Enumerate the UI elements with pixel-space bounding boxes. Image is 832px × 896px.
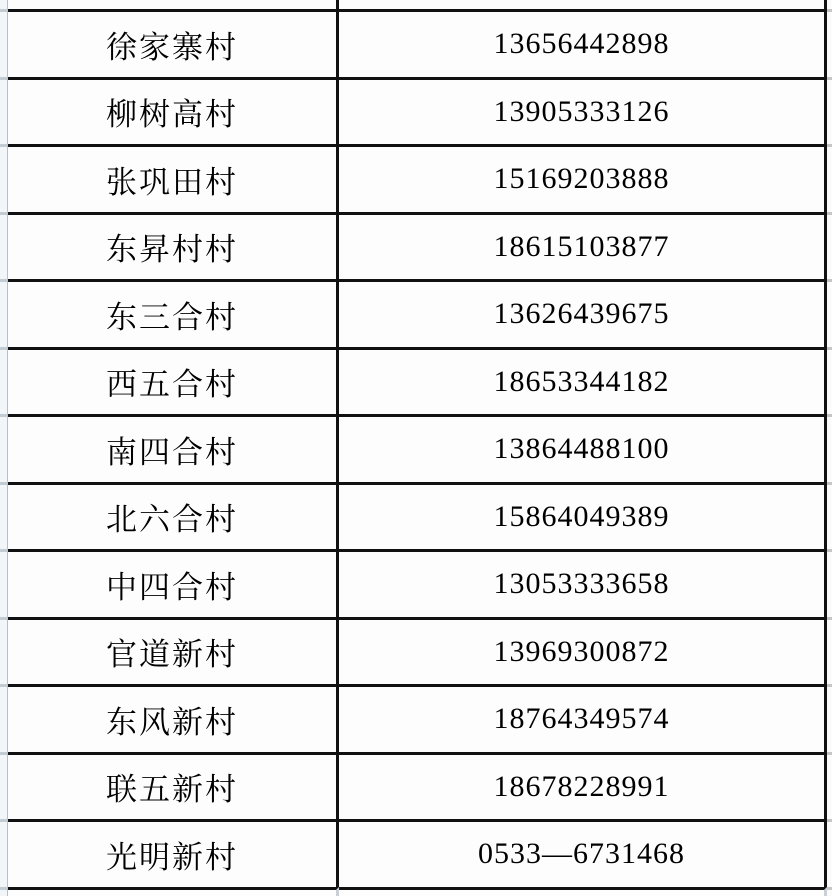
page-edge-right [827,9,832,77]
page-edge-right [827,77,832,145]
phone-number-cell [339,887,827,896]
phone-number-cell: 18764349574 [339,684,827,752]
page-edge-left [0,9,8,77]
page-edge-left [0,144,8,212]
village-name-cell: 徐家寨村 [8,9,339,77]
page-edge-left [0,887,8,896]
phone-number-cell: 18678228991 [339,752,827,820]
page-edge-right [827,212,832,280]
village-name-cell: 北六合村 [8,482,339,550]
page-edge-left [0,549,8,617]
phone-number-cell: 13626439675 [339,279,827,347]
page-edge-right [827,549,832,617]
page-edge-left [0,279,8,347]
village-name-cell: 联五新村 [8,752,339,820]
table-row [0,549,832,617]
village-name-cell [8,0,339,9]
page-edge-right [827,617,832,685]
phone-number-cell [339,0,827,9]
page-edge-left [0,819,8,887]
phone-number-cell: 18653344182 [339,347,827,415]
page-edge-left [0,482,8,550]
village-name-cell: 西五合村 [8,347,339,415]
table-row [0,347,832,415]
page-edge-left [0,752,8,820]
phone-number-cell: 0533—6731468 [339,819,827,887]
village-name-cell: 东三合村 [8,279,339,347]
village-name-cell: 张巩田村 [8,144,339,212]
page-edge-right [827,752,832,820]
page-edge-left [0,212,8,280]
table-row [0,684,832,752]
village-name-cell [8,887,339,896]
page-edge-left [0,0,8,9]
table-row [0,77,832,145]
phone-number-cell: 18615103877 [339,212,827,280]
table-row [0,9,832,77]
page-edge-right [827,482,832,550]
page-edge-left [0,347,8,415]
page-edge-right [827,347,832,415]
page-edge-left [0,684,8,752]
cropped-row-bottom [0,887,832,896]
page-edge-right [827,684,832,752]
table-row [0,414,832,482]
phone-number-cell: 13053333658 [339,549,827,617]
phone-number-cell: 13969300872 [339,617,827,685]
table-row [0,144,832,212]
phone-number-cell: 13656442898 [339,9,827,77]
page-edge-right [827,414,832,482]
village-name-cell: 东风新村 [8,684,339,752]
phone-number-cell: 13864488100 [339,414,827,482]
village-name-cell: 光明新村 [8,819,339,887]
page-edge-left [0,414,8,482]
village-name-cell: 柳树高村 [8,77,339,145]
page-edge-right [827,279,832,347]
table-row [0,617,832,685]
phone-number-cell: 13905333126 [339,77,827,145]
page-edge-right [827,819,832,887]
table-row [0,819,832,887]
village-name-cell: 官道新村 [8,617,339,685]
page-edge-left [0,77,8,145]
village-name-cell: 南四合村 [8,414,339,482]
table-row [0,212,832,280]
cropped-row-top [0,0,832,9]
table-row [0,752,832,820]
table-row [0,482,832,550]
page-edge-left [0,617,8,685]
village-name-cell: 东昇村村 [8,212,339,280]
phone-number-cell: 15864049389 [339,482,827,550]
table-row [0,279,832,347]
page-edge-right [827,887,832,896]
page-edge-right [827,0,832,9]
phone-number-cell: 15169203888 [339,144,827,212]
village-name-cell: 中四合村 [8,549,339,617]
page-edge-right [827,144,832,212]
